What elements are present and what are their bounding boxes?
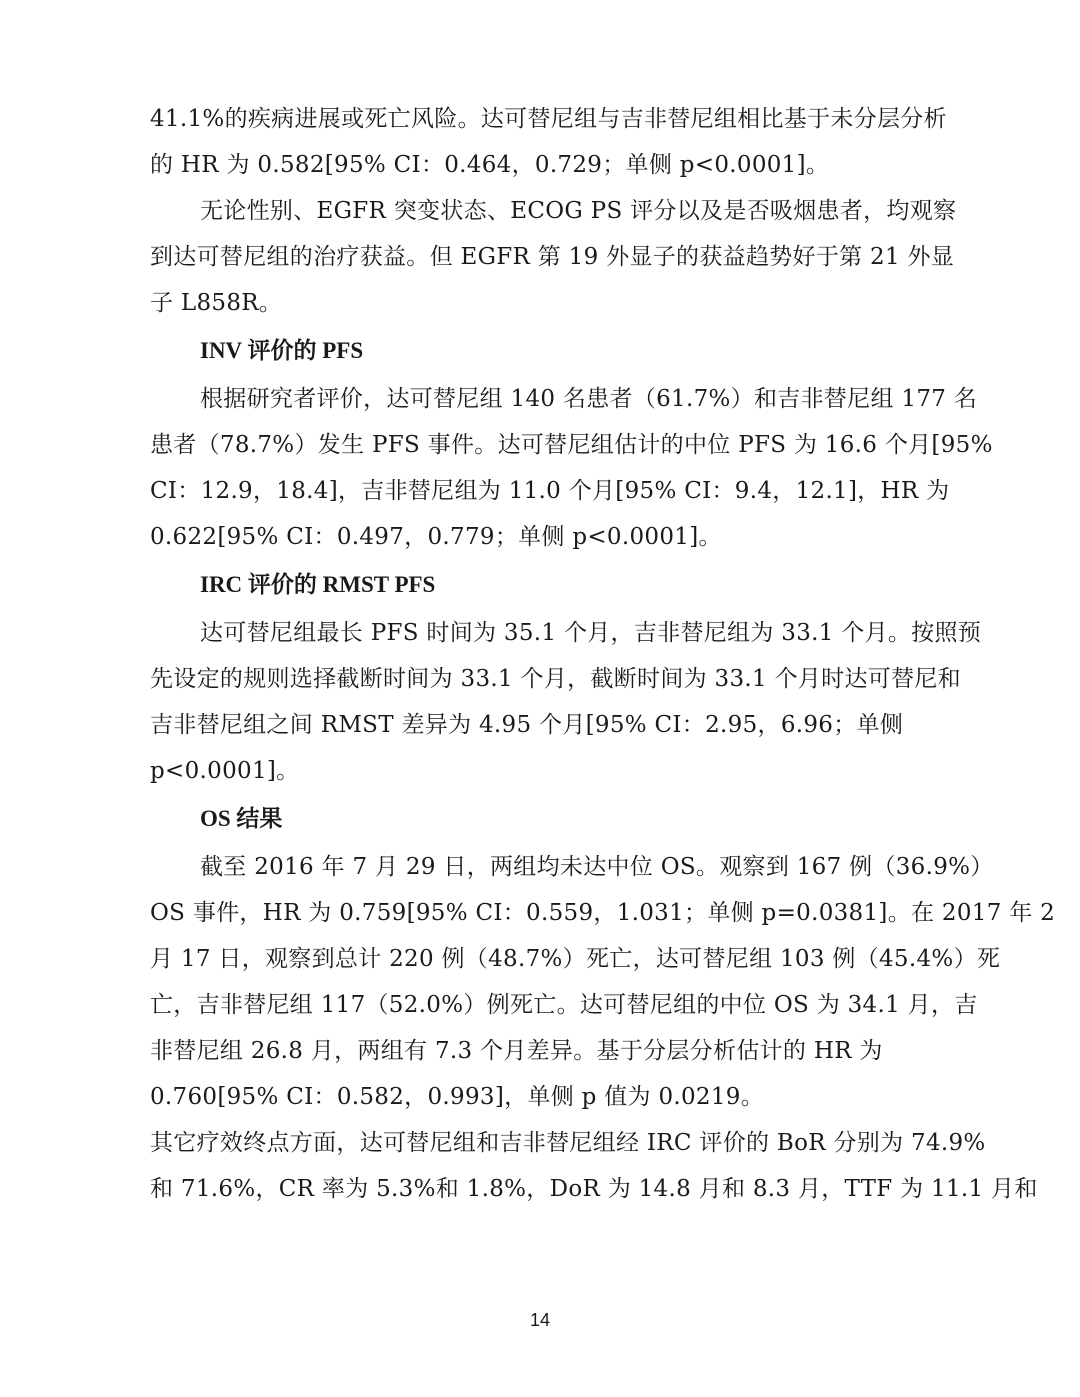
paragraph-os-results: [150, 844, 1056, 1120]
paragraph-subgroup-benefit: [150, 188, 1010, 326]
section-heading-inv-pfs: INV 评价的 PFS: [200, 338, 364, 363]
text-line: CI：12.9，18.4]，吉非替尼组为 11.0 个月[95% CI：9.4，12.1]，HR 为: [150, 478, 950, 504]
text-line: 根据研究者评价，达可替尼组 140 名患者（61.7%）和吉非替尼组 177 名: [200, 386, 978, 412]
text-line: 其它疗效终点方面，达可替尼组和吉非替尼组经 IRC 评价的 BoR 分别为 74.9%: [150, 1130, 986, 1156]
text-line: 和 71.6%，CR 率为 5.3%和 1.8%，DoR 为 14.8 月和 8.3 月，TTF 为 11.1 月和: [150, 1176, 1038, 1202]
section-heading-irc-rmst-pfs: IRC 评价的 RMST PFS: [200, 572, 436, 597]
paragraph-other-endpoints: [150, 1120, 1038, 1212]
page-body: [150, 96, 1056, 1212]
text-line: 患者（78.7%）发生 PFS 事件。达可替尼组估计的中位 PFS 为 16.6 个月[95%: [150, 432, 993, 458]
paragraph-rmst-pfs: [150, 610, 1010, 794]
text-line: 吉非替尼组之间 RMST 差异为 4.95 个月[95% CI：2.95，6.96；单侧: [150, 712, 904, 738]
text-line: 非替尼组 26.8 月，两组有 7.3 个月差异。基于分层分析估计的 HR 为: [150, 1038, 883, 1064]
text-line: 子 L858R。: [150, 290, 283, 316]
text-line: OS 事件，HR 为 0.759[95% CI：0.559，1.031；单侧 p=0.0381]。在 2017 年 2: [150, 900, 1056, 926]
text-line: 截至 2016 年 7 月 29 日，两组均未达中位 OS。观察到 167 例（36.9%）: [200, 854, 994, 880]
text-line: 先设定的规则选择截断时间为 33.1 个月，截断时间为 33.1 个月时达可替尼和: [150, 666, 961, 692]
text-line: 月 17 日，观察到总计 220 例（48.7%）死亡，达可替尼组 103 例（45.4%）死: [150, 946, 1001, 972]
text-line: 亡，吉非替尼组 117（52.0%）例死亡。达可替尼组的中位 OS 为 34.1 月，吉: [150, 992, 978, 1018]
section-heading-os-results: OS 结果: [200, 806, 283, 831]
paragraph-hr-unstratified: [150, 96, 1010, 188]
text-line: 无论性别、EGFR 突变状态、ECOG PS 评分以及是否吸烟患者，均观察: [200, 198, 957, 224]
page-number: 14: [529, 1310, 551, 1330]
text-line: 0.760[95% CI：0.582，0.993]，单侧 p 值为 0.0219。: [150, 1084, 765, 1110]
text-line: 的 HR 为 0.582[95% CI：0.464，0.729；单侧 p<0.0001]。: [150, 152, 830, 178]
text-line: p<0.0001]。: [150, 758, 300, 784]
text-line: 0.622[95% CI：0.497，0.779；单侧 p<0.0001]。: [150, 524, 722, 550]
text-line: 到达可替尼组的治疗获益。但 EGFR 第 19 外显子的获益趋势好于第 21 外显: [150, 244, 955, 270]
text-line: 41.1%的疾病进展或死亡风险。达可替尼组与吉非替尼组相比基于未分层分析: [150, 106, 947, 132]
text-line: 达可替尼组最长 PFS 时间为 35.1 个月，吉非替尼组为 33.1 个月。按照预: [200, 620, 982, 646]
paragraph-inv-pfs: [150, 376, 1010, 560]
